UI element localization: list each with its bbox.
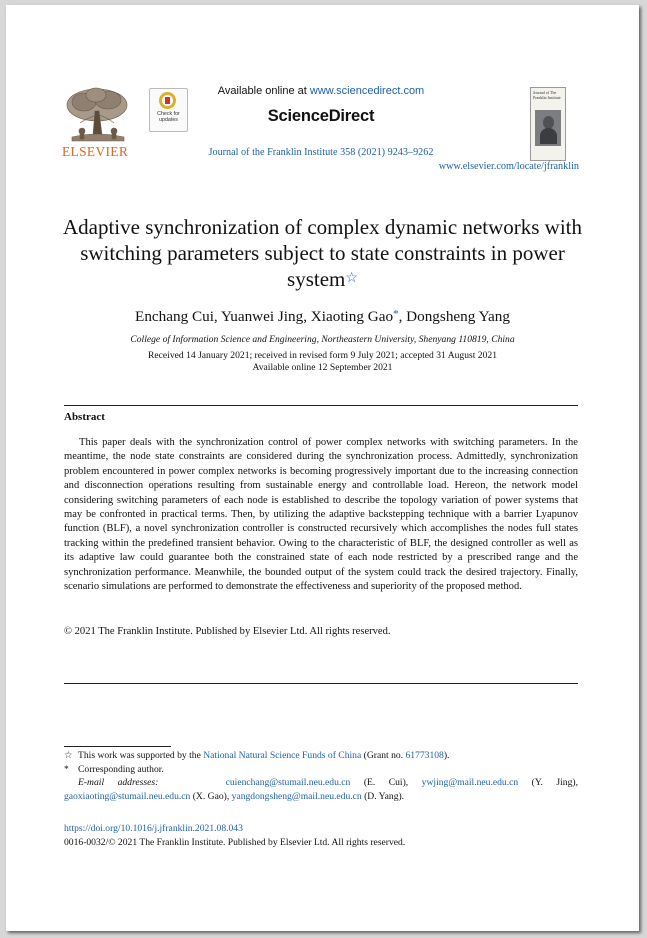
bookmark-icon: [165, 97, 170, 104]
email-jing[interactable]: ywjing@mail.neu.edu.cn: [421, 777, 519, 788]
journal-homepage-link[interactable]: www.elsevier.com/locate/jfranklin: [438, 161, 579, 172]
authors-after: , Dongsheng Yang: [398, 308, 510, 325]
abstract-copyright: © 2021 The Franklin Institute. Published by Elsevier Ltd. All rights reserved.: [64, 626, 391, 637]
authors-before: Enchang Cui, Yuanwei Jing, Xiaoting Gao: [135, 308, 394, 325]
article-title-text: Adaptive synchronization of complex dynamic networks with switching parameters subject to state constraints in power system: [62, 215, 583, 291]
check-for-updates-badge[interactable]: [149, 88, 188, 132]
elsevier-tree-logo-icon: [62, 85, 132, 143]
journal-cover-thumbnail: [530, 87, 566, 161]
funding-agency-link[interactable]: National Natural Science Funds of China: [203, 750, 362, 761]
paper-page: [6, 5, 639, 931]
email-name-gao: (X. Gao),: [190, 790, 232, 802]
issn-copyright: 0016-0032/© 2021 The Franklin Institute. Published by Elsevier Ltd. All rights reserved.: [64, 837, 406, 848]
email-name-cui: (E. Cui),: [350, 777, 422, 788]
footnote-rule: [64, 746, 171, 747]
corresponding-text: Corresponding author.: [78, 764, 164, 775]
funding-star: ☆: [64, 750, 73, 761]
elsevier-wordmark: ELSEVIER: [62, 144, 129, 159]
grant-number-link[interactable]: 61773108: [405, 750, 444, 761]
email-name-jing: (Y. Jing),: [518, 777, 578, 788]
email-cui[interactable]: cuienchang@stumail.neu.edu.cn: [225, 777, 351, 788]
funding-prefix: This work was supported by the: [78, 750, 204, 761]
affiliation: College of Information Science and Engineering, Northeastern University, Shenyang 110819, China: [130, 334, 515, 345]
check-updates-label: Check for updates: [157, 111, 180, 123]
doi-link[interactable]: https://doi.org/10.1016/j.jfranklin.2021.08.043: [64, 823, 243, 834]
email-gao[interactable]: gaoxiaoting@stumail.neu.edu.cn: [64, 790, 191, 802]
journal-reference[interactable]: Journal of the Franklin Institute 358 (2021) 9243–9262: [208, 147, 434, 158]
email-name-yang: (D. Yang).: [361, 790, 405, 802]
abstract-top-rule: [64, 405, 578, 406]
email-footnote: [64, 776, 578, 803]
funding-footnote: [64, 749, 578, 763]
email-label: E-mail addresses:: [78, 777, 159, 788]
history-dates: [46, 350, 599, 374]
corresponding-asterisk: *: [64, 764, 69, 775]
corresponding-marker[interactable]: *: [393, 308, 399, 320]
available-prefix: Available online at: [217, 85, 310, 97]
abstract-body: [64, 436, 578, 594]
funding-mid: (Grant no.: [361, 750, 406, 761]
title-footnote-star[interactable]: ☆: [345, 271, 358, 286]
funding-end: ).: [443, 750, 450, 761]
received-dates: Received 14 January 2021; received in revised form 9 July 2021; accepted 31 August 2021: [147, 350, 497, 361]
sciencedirect-link[interactable]: www.sciencedirect.com: [309, 85, 425, 97]
cover-title: Journal of The Franklin Institute: [533, 90, 561, 100]
cover-portrait-image: [535, 110, 561, 146]
abstract-paragraph: This paper deals with the synchronization control of power complex networks with switching parameters. In the meantime, the node state constraints are considered during the synchronization process. Admittedly, synchronization problem encountered in power complex networks is becoming progressively important due to the increasing connection and disconnection operations resulting from sustainable energy and controllable load. Hereon, the network model considering switching parameters of each node is established to describe the topology variation of power systems that may be confronted in practical terms. Then, by utilizing the adaptive backstepping technique with a barrier Lyapunov function (BLF), a novel synchronization controller is constructed recursively which accomplishes the nodes full states tracking within the predefined transient behavior. Owing to the characteristic of BLF, the designed controller as well as its adaptive law could guarantee both the constrained state of each node restricted by a prescribed range and the synchronization performance. Meanwhile, the bounded output of the system could track the desired trajectory. Finally, scenario simulations are performed to demonstrate the effectiveness and superiority of the proposed method.: [64, 437, 578, 593]
abstract-bottom-rule: [64, 683, 578, 684]
article-title: [46, 214, 599, 292]
corresponding-footnote: [64, 763, 578, 777]
available-online-line: [186, 85, 456, 97]
email-yang[interactable]: yangdongsheng@mail.neu.edu.cn: [231, 790, 362, 802]
abstract-heading: Abstract: [64, 411, 105, 423]
available-online-date: Available online 12 September 2021: [252, 362, 393, 373]
author-list: [46, 308, 599, 326]
sciencedirect-logo: ScienceDirect: [267, 107, 375, 125]
